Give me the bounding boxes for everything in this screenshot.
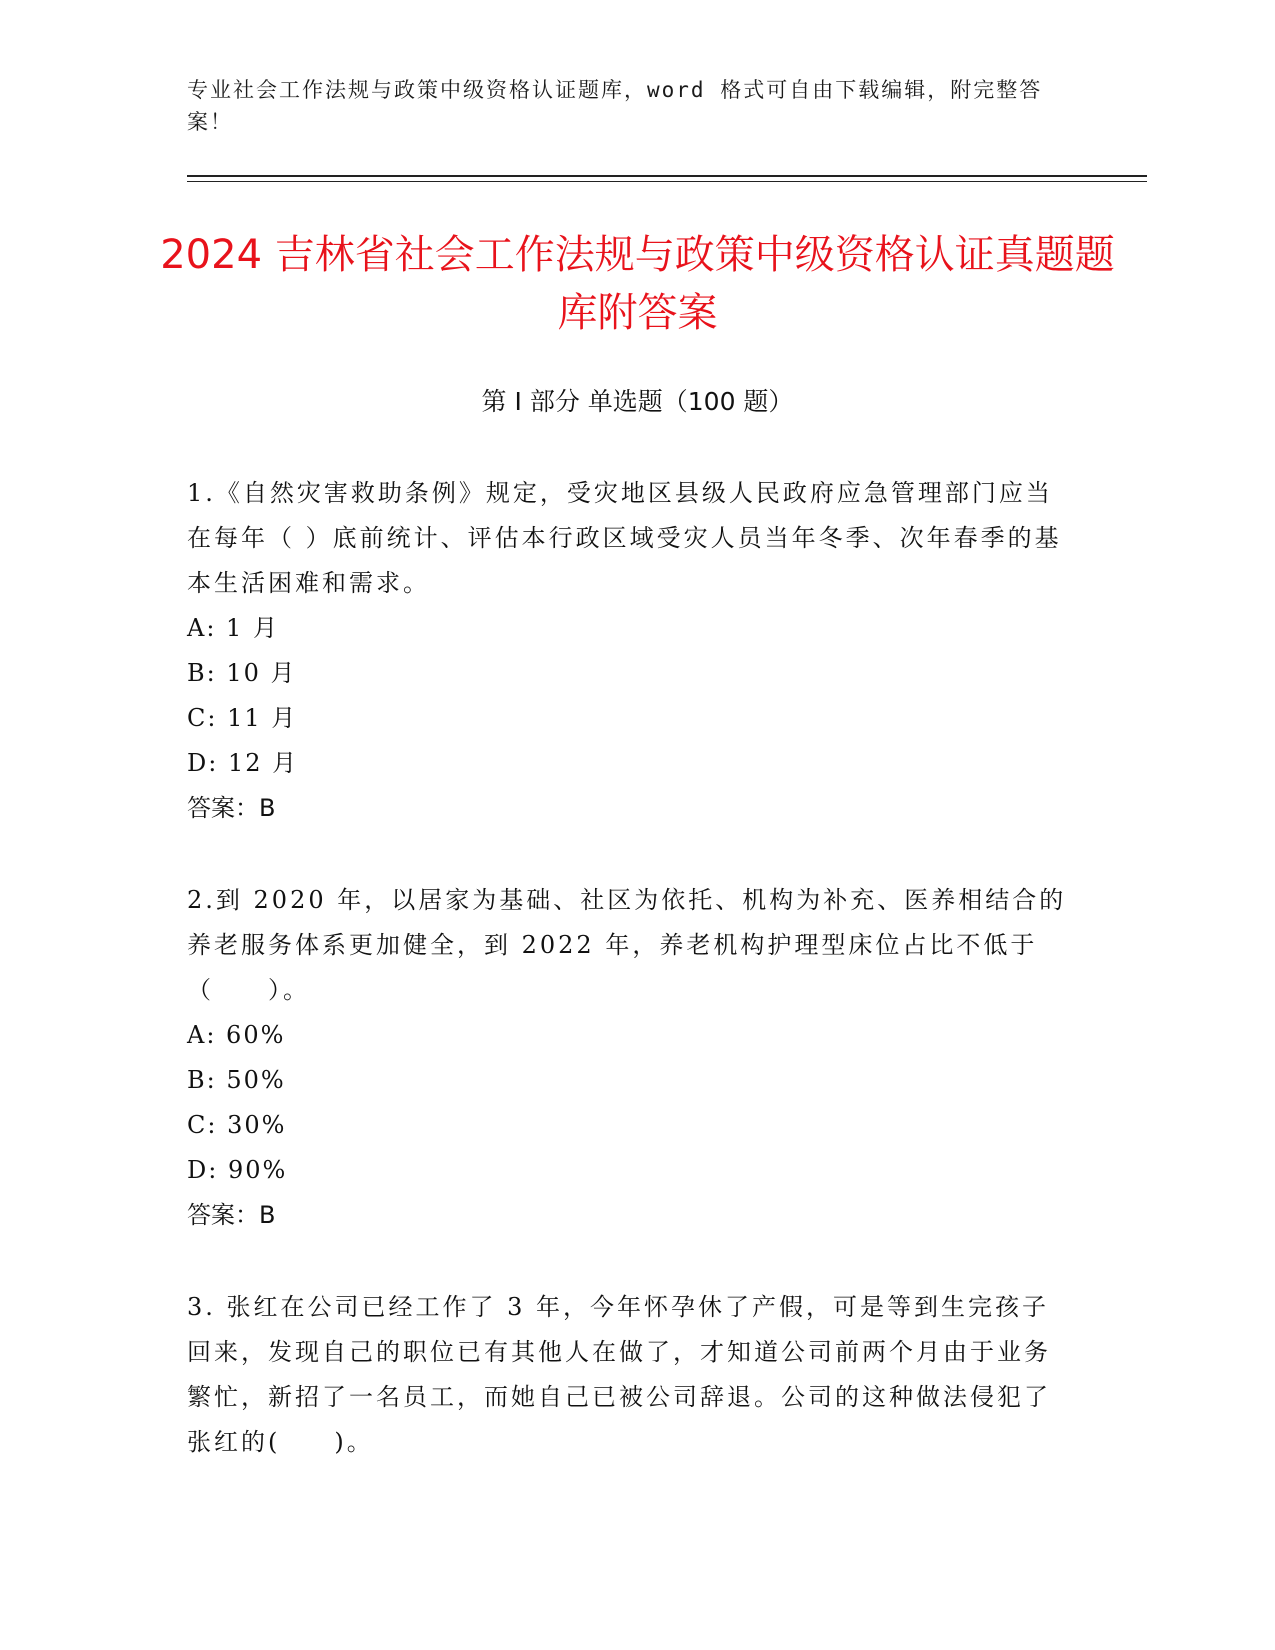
option-c: C: 30% [187,1111,287,1139]
section-heading: 第 I 部分 单选题（100 题） [481,387,794,416]
answer: 答案：B [187,1201,276,1229]
question-1 [187,471,1067,831]
answer: 答案：B [187,794,276,822]
option-d: D: 90% [187,1156,288,1184]
document-title: 2024 吉林省社会工作法规与政策中级资格认证真题题库附答案 [160,232,1115,336]
question-2 [187,878,1067,1238]
header-note: 专业社会工作法规与政策中级资格认证题库，word 格式可自由下载编辑，附完整答案！ [187,78,1043,134]
question-3 [187,1285,1067,1465]
header-divider-thin [187,181,1147,182]
option-a: A: 60% [187,1021,286,1049]
option-c: C: 11 月 [187,704,298,732]
option-b: B: 10 月 [187,659,297,687]
header-divider-thick [187,175,1147,177]
option-b: B: 50% [187,1066,286,1094]
option-d: D: 12 月 [187,749,299,777]
option-a: A: 1 月 [187,614,279,642]
question-stem: 1.《自然灾害救助条例》规定，受灾地区县级人民政府应急管理部门应当在每年（ ）底前统计、评估本行政区域受灾人员当年冬季、次年春季的基本生活困难和需求。 [187,479,1062,597]
question-stem: 3. 张红在公司已经工作了 3 年，今年怀孕休了产假，可是等到生完孩子回来，发现自己的职位已有其他人在做了，才知道公司前两个月由于业务繁忙，新招了一名员工，而她自己已被公司辞退。公司的这种做法侵犯了张红的( )。 [187,1293,1051,1456]
question-stem: 2.到 2020 年，以居家为基础、社区为依托、机构为补充、医养相结合的养老服务体系更加健全，到 2022 年，养老机构护理型床位占比不低于（ ）。 [187,886,1067,1004]
